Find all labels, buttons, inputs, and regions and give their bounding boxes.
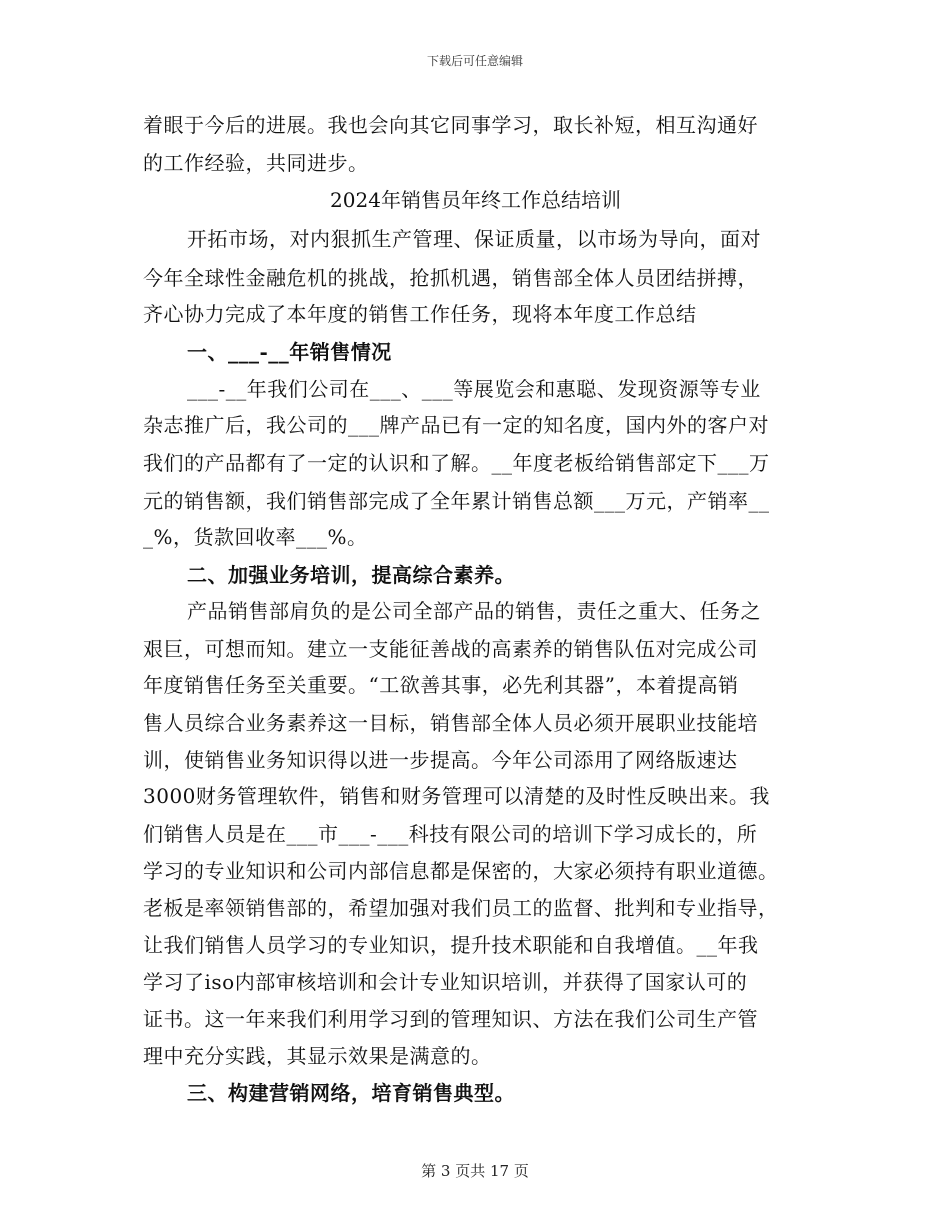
paragraph-line: 的工作经验，共同进步。 — [143, 151, 369, 175]
paragraph-line: _%，货款回收率___%。 — [143, 525, 368, 549]
paragraph-line: 售人员综合业务素养这一目标，销售部全体人员必须开展职业技能培 — [143, 711, 758, 735]
paragraph-line: 们销售人员是在___市___-___科技有限公司的培训下学习成长的，所 — [143, 822, 758, 846]
paragraph-line: 老板是率领销售部的，希望加强对我们员工的监督、批判和专业指导， — [143, 896, 779, 920]
paragraph-line: 产品销售部肩负的是公司全部产品的销售，责任之重大、任务之 — [187, 599, 761, 623]
paragraph-line: 今年全球性金融危机的挑战，抢抓机遇，销售部全体人员团结拼搏， — [143, 266, 758, 290]
page-footer: 第 3 页共 17 页 — [421, 1162, 529, 1180]
paragraph-line: 杂志推广后，我公司的___牌产品已有一定的知名度，国内外的客户对 — [143, 413, 769, 437]
paragraph-line: 证书。这一年来我们利用学习到的管理知识、方法在我们公司生产管 — [143, 1007, 758, 1031]
page-header: 下载后可任意编辑 — [426, 54, 523, 68]
paragraph-line: 开拓市场，对内狠抓生产管理、保证质量，以市场为导向，面对 — [187, 227, 761, 251]
paragraph-line: 3000财务管理软件，销售和财务管理可以清楚的及时性反映出来。我 — [143, 784, 770, 808]
heading-sales-status: 一、___-__年销售情况 — [187, 340, 392, 364]
heading-training: 二、加强业务培训，提高综合素养。 — [187, 563, 515, 587]
paragraph-line: ___-__年我们公司在___、___等展览会和惠聪、发现资源等专业 — [187, 377, 761, 401]
paragraph-line: 理中充分实践，其显示效果是满意的。 — [143, 1044, 492, 1068]
paragraph-line: 训，使销售业务知识得以进一步提高。今年公司添用了网络版速达 — [143, 748, 738, 772]
paragraph-line: 学习的专业知识和公司内部信息都是保密的，大家必须持有职业道德。 — [143, 859, 779, 883]
paragraph-line: 学习了iso内部审核培训和会计专业知识培训，并获得了国家认可的 — [143, 970, 748, 994]
paragraph-line: 让我们销售人员学习的专业知识，提升技术职能和自我增值。__年我 — [143, 933, 759, 957]
paragraph-line: 齐心协力完成了本年度的销售工作任务，现将本年度工作总结 — [143, 302, 697, 326]
paragraph-line: 元的销售额，我们销售部完成了全年累计销售总额___万元，产销率__ — [143, 489, 770, 513]
section-title: 2024年销售员年终工作总结培训 — [330, 188, 621, 212]
paragraph-line: 艰巨，可想而知。建立一支能征善战的高素养的销售队伍对完成公司 — [143, 637, 758, 661]
paragraph-line: 着眼于今后的进展。我也会向其它同事学习，取长补短，相互沟通好 — [143, 113, 758, 137]
paragraph-line: 我们的产品都有了一定的认识和了解。__年度老板给销售部定下___万 — [143, 451, 770, 475]
paragraph-line: 年度销售任务至关重要。“工欲善其事，必先利其器”，本着提高销 — [143, 673, 739, 697]
heading-marketing-network: 三、构建营销网络，培育销售典型。 — [187, 1081, 515, 1105]
